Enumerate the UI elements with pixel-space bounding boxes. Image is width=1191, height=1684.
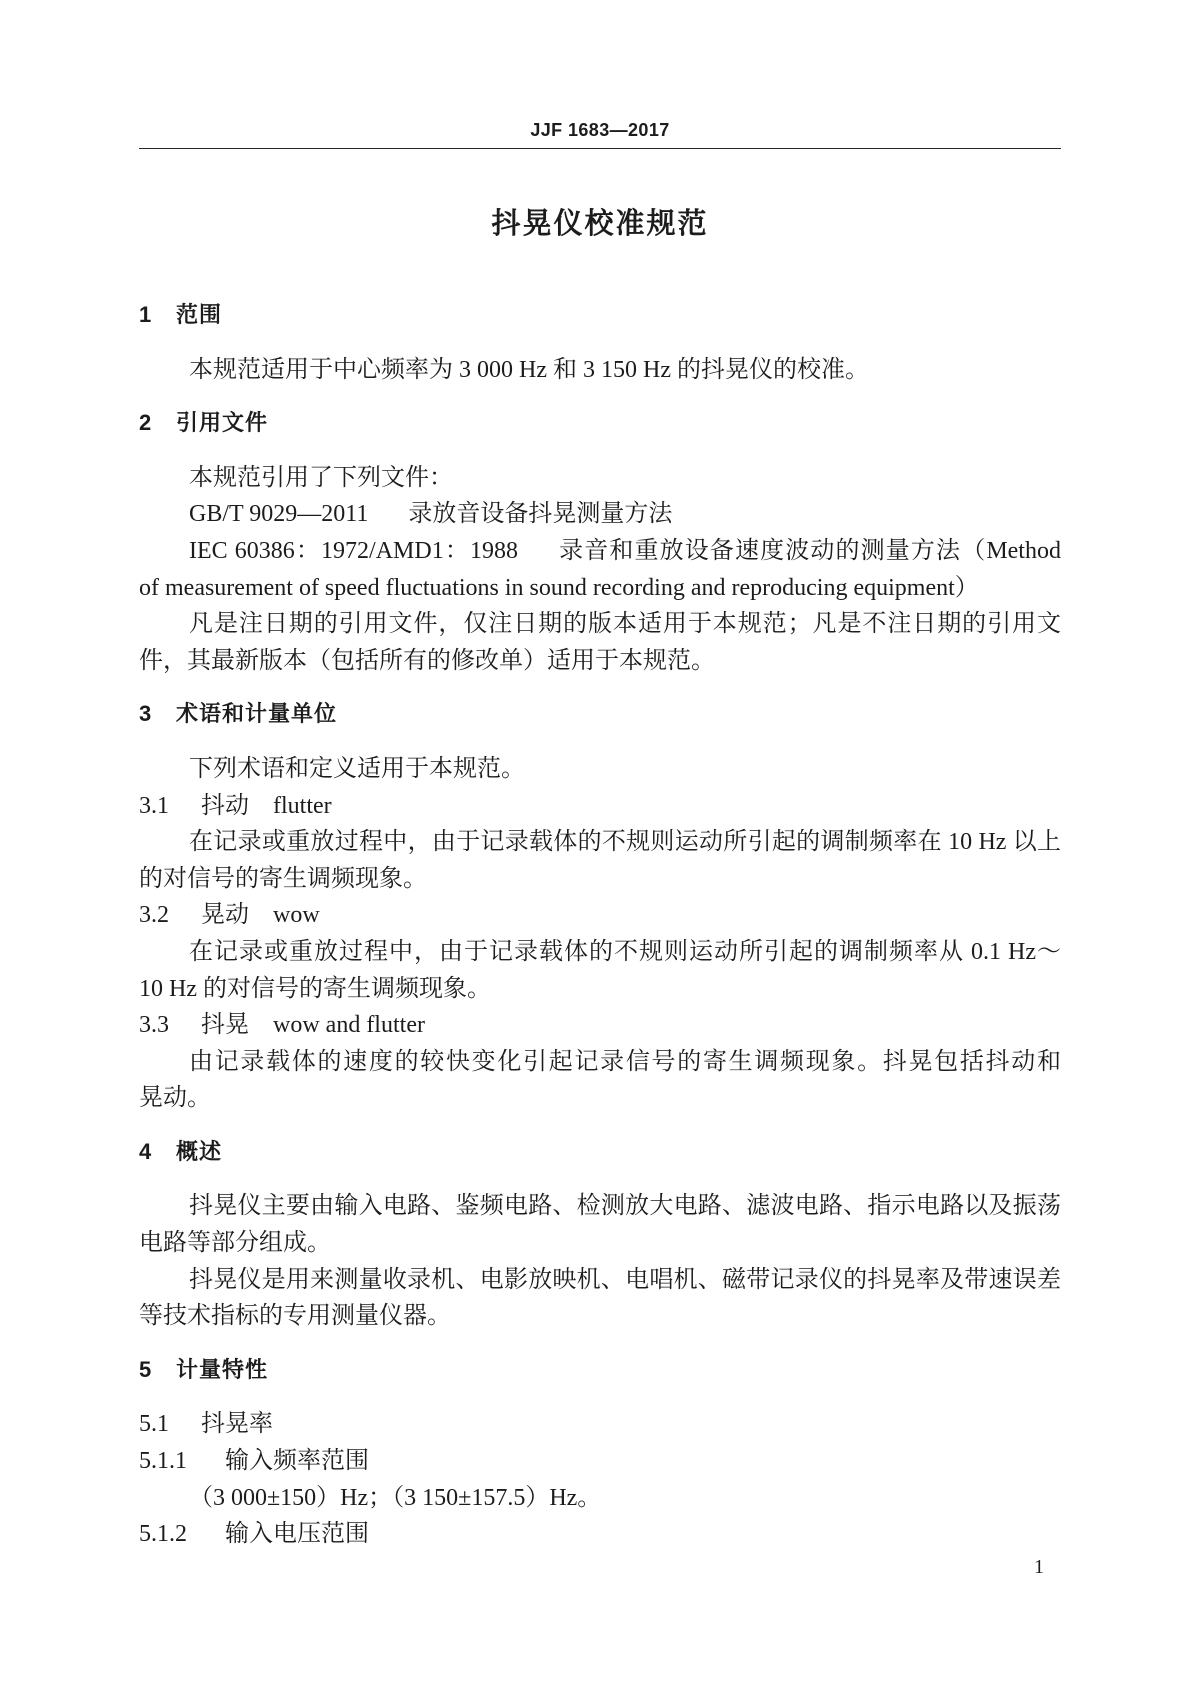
definition-line: 由记录载体的速度的较快变化引起记录信号的寄生调频现象。抖晃包括抖动和 [189, 1048, 1061, 1075]
term-chinese: 晃动 [201, 902, 249, 929]
section-title: 范围 [176, 302, 223, 327]
paragraph-line: 抖晃仪是用来测量收录机、电影放映机、电唱机、磁带记录仪的抖晃率及带速误差 [189, 1266, 1061, 1293]
subsection-title: 输入电压范围 [225, 1521, 369, 1548]
paragraph-line: （3 000±150）Hz；（3 150±157.5）Hz。 [189, 1484, 602, 1511]
section-heading [139, 297, 1061, 334]
subsection-number: 5.1.2 [139, 1521, 187, 1548]
reference-code: IEC 60386：1972/AMD1：1988 [189, 537, 518, 564]
section-heading [139, 696, 1061, 733]
term-heading [139, 897, 1061, 934]
section-overview [139, 1134, 1061, 1335]
paragraph-line: 本规范适用于中心频率为 3 000 Hz 和 3 150 Hz 的抖晃仪的校准。 [189, 356, 869, 383]
term-heading [139, 788, 1061, 825]
term-chinese: 抖晃 [201, 1012, 249, 1039]
section-metrological-characteristics [139, 1352, 1061, 1553]
term-number: 3.3 [139, 1012, 169, 1039]
subsection-number: 5.1 [139, 1411, 169, 1438]
section-number: 3 [139, 701, 152, 727]
term-english: wow [273, 902, 320, 929]
definition-line: 的对信号的寄生调频现象。 [139, 865, 427, 892]
reference-title: 录放音设备抖晃测量方法 [408, 501, 673, 528]
reference-entry [139, 533, 1061, 570]
term-number: 3.2 [139, 902, 169, 929]
document-body [139, 297, 1061, 1553]
running-header: JJF 1683—2017 [530, 120, 670, 140]
definition-line: 在记录或重放过程中，由于记录载体的不规则运动所引起的调制频率在 10 Hz 以上 [189, 829, 1061, 856]
paragraph-line: 抖晃仪主要由输入电路、鉴频电路、检测放大电路、滤波电路、指示电路以及振荡 [189, 1193, 1061, 1220]
section-title: 计量特性 [176, 1356, 269, 1382]
paragraph-line: 本规范引用了下列文件： [189, 464, 453, 491]
paragraph-line: 等技术指标的专用测量仪器。 [139, 1303, 451, 1330]
subsection-title: 抖晃率 [201, 1411, 273, 1438]
section-number: 2 [139, 410, 152, 436]
section-terms-and-units [139, 696, 1061, 1117]
section-title: 术语和计量单位 [176, 701, 338, 727]
section-number: 4 [139, 1138, 152, 1164]
section-title: 引用文件 [176, 410, 269, 436]
subsection-title: 输入频率范围 [225, 1448, 369, 1475]
term-heading [139, 1007, 1061, 1044]
section-heading [139, 1134, 1061, 1171]
section-scope [139, 297, 1061, 388]
section-heading [139, 405, 1061, 442]
section-normative-references [139, 405, 1061, 679]
term-english: wow and flutter [273, 1012, 425, 1039]
paragraph-line: 凡是注日期的引用文件，仅注日期的版本适用于本规范；凡是不注日期的引用文 [189, 611, 1061, 638]
term-number: 3.1 [139, 792, 169, 819]
section-heading [139, 1352, 1061, 1389]
section-number: 1 [139, 302, 152, 327]
subsection-heading [139, 1406, 1061, 1443]
reference-title-continuation: of measurement of speed fluctuations in sound recording and reproducing equipment） [139, 574, 979, 601]
reference-entry [139, 496, 1061, 533]
term-chinese: 抖动 [201, 792, 249, 819]
document-title: 抖晃仪校准规范 [491, 208, 709, 240]
page-number: 1 [1034, 1556, 1044, 1578]
reference-code: GB/T 9029—2011 [189, 501, 369, 528]
term-english: flutter [273, 792, 332, 819]
header-rule [139, 148, 1061, 149]
paragraph-line: 电路等部分组成。 [139, 1230, 331, 1257]
paragraph-line: 下列术语和定义适用于本规范。 [189, 755, 525, 782]
subsection-heading [139, 1443, 1061, 1480]
section-number: 5 [139, 1356, 152, 1382]
definition-line: 10 Hz 的对信号的寄生调频现象。 [139, 975, 491, 1002]
subsection-heading [139, 1516, 1061, 1553]
reference-title: 录音和重放设备速度波动的测量方法（Method [557, 537, 1061, 564]
subsection-number: 5.1.1 [139, 1448, 187, 1475]
definition-line: 在记录或重放过程中，由于记录载体的不规则运动所引起的调制频率从 0.1 Hz～ [189, 938, 1061, 965]
paragraph-line: 件，其最新版本（包括所有的修改单）适用于本规范。 [139, 647, 715, 674]
definition-line: 晃动。 [139, 1085, 211, 1112]
section-title: 概述 [176, 1138, 223, 1164]
